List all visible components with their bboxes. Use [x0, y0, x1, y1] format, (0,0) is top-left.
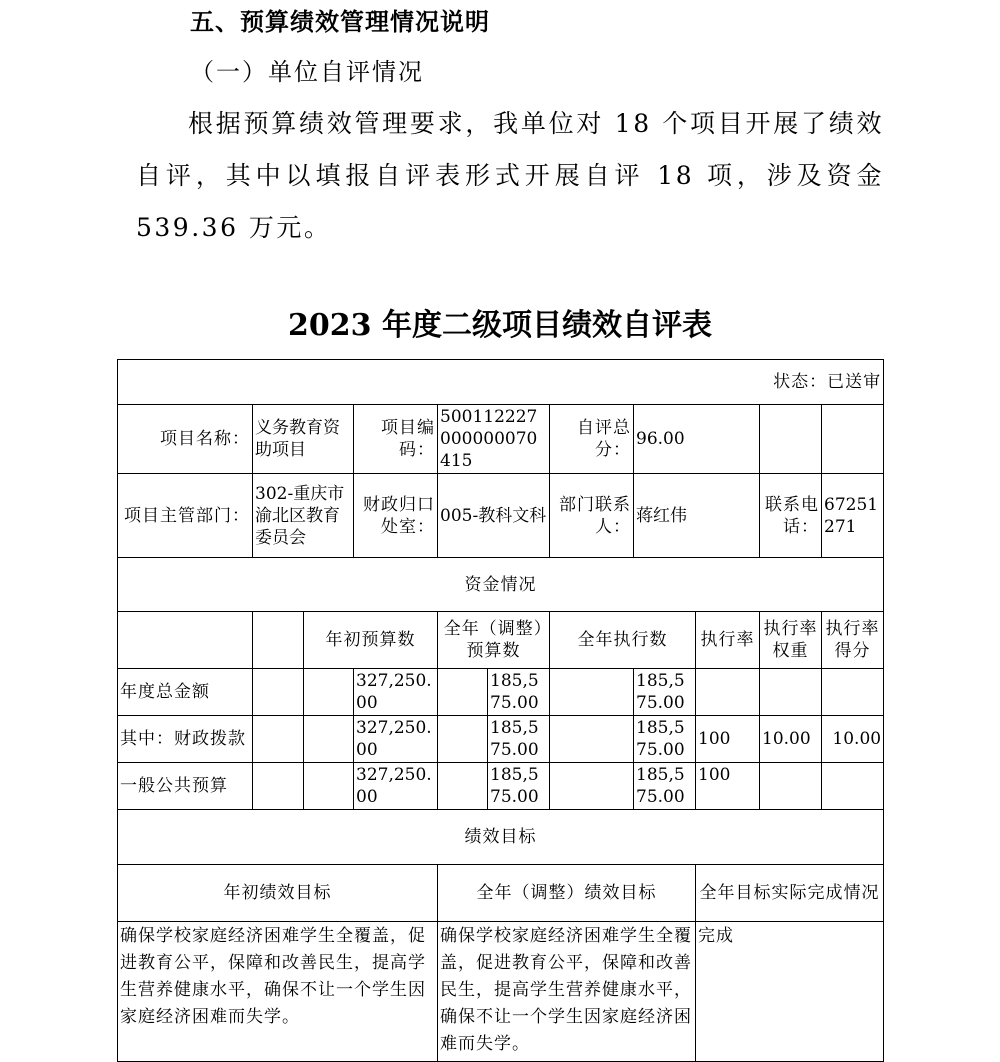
initial-value: 327,250.00: [354, 763, 438, 810]
finance-office-value: 005-教科文科: [438, 474, 550, 558]
adjusted-goal-header: 全年（调整）绩效目标: [438, 865, 696, 922]
rate-value: 100: [696, 763, 760, 810]
table-title: 2023 年度二级项目绩效自评表: [288, 308, 712, 343]
project-code-value: 500112227000000070415: [438, 405, 550, 474]
table-row: [118, 669, 884, 716]
initial-value: 327,250.00: [354, 716, 438, 763]
weight-value: 10.00: [760, 716, 822, 763]
project-name-label: 项目名称：: [118, 405, 253, 474]
completion-text: 完成: [696, 922, 884, 1062]
weight-value: [760, 669, 822, 716]
header-initial-budget: 年初预算数: [304, 612, 438, 669]
self-score-value: 96.00: [634, 405, 760, 474]
contact-label: 部门联系人：: [550, 474, 634, 558]
dept-value: 302-重庆市渝北区教育委员会: [253, 474, 354, 558]
header-weight: 执行率权重: [760, 612, 822, 669]
executed-value: 185,575.00: [634, 669, 696, 716]
self-score-label: 自评总分：: [550, 405, 634, 474]
adjusted-goal-text: 确保学校家庭经济困难学生全覆盖，促进教育公平，保障和改善民生，提高学生营养健康水平，确保不让一个学生因家庭经济困难而失学。: [438, 922, 696, 1062]
completion-header: 全年目标实际完成情况: [696, 865, 884, 922]
initial-goal-text: 确保学校家庭经济困难学生全覆盖，促进教育公平，保障和改善民生，提高学生营养健康水平，确保不让一个学生因家庭经济困难而失学。: [118, 922, 438, 1062]
section-paragraph: 根据预算绩效管理要求，我单位对 18 个项目开展了绩效自评，其中以填报自评表形式开展自评 18 项，涉及资金 539.36 万元。: [136, 109, 884, 242]
score-value: 10.00: [822, 716, 884, 763]
weight-value: [760, 763, 822, 810]
section-heading: 五、预算绩效管理情况说明: [190, 8, 490, 36]
phone-label: 联系电话：: [760, 474, 822, 558]
score-value: [822, 669, 884, 716]
table-row: [118, 716, 884, 763]
table-row: [118, 763, 884, 810]
initial-value: 327,250.00: [354, 669, 438, 716]
header-score: 执行率得分: [822, 612, 884, 669]
goals-section-label: 绩效目标: [118, 810, 884, 865]
adjusted-value: 185,575.00: [488, 763, 550, 810]
header-rate: 执行率: [696, 612, 760, 669]
finance-office-label: 财政归口处室：: [354, 474, 438, 558]
phone-value: 67251271: [822, 474, 884, 558]
rate-value: [696, 669, 760, 716]
row-label: 年度总金额: [118, 669, 253, 716]
project-name-value: 义务教育资助项目: [253, 405, 354, 474]
score-value: [822, 763, 884, 810]
executed-value: 185,575.00: [634, 716, 696, 763]
evaluation-table: [117, 359, 884, 1062]
adjusted-value: 185,575.00: [488, 716, 550, 763]
status-label: 状态：已送审: [118, 360, 884, 405]
funds-section-label: 资金情况: [118, 558, 884, 612]
row-label: 一般公共预算: [118, 763, 253, 810]
adjusted-value: 185,575.00: [488, 669, 550, 716]
project-code-label: 项目编码：: [354, 405, 438, 474]
header-adjusted-budget: 全年（调整）预算数: [438, 612, 550, 669]
initial-goal-header: 年初绩效目标: [118, 865, 438, 922]
header-executed: 全年执行数: [550, 612, 696, 669]
dept-label: 项目主管部门：: [118, 474, 253, 558]
executed-value: 185,575.00: [634, 763, 696, 810]
row-label: 其中：财政拨款: [118, 716, 253, 763]
contact-value: 蒋红伟: [634, 474, 760, 558]
section-subheading: （一）单位自评情况: [190, 58, 424, 86]
rate-value: 100: [696, 716, 760, 763]
